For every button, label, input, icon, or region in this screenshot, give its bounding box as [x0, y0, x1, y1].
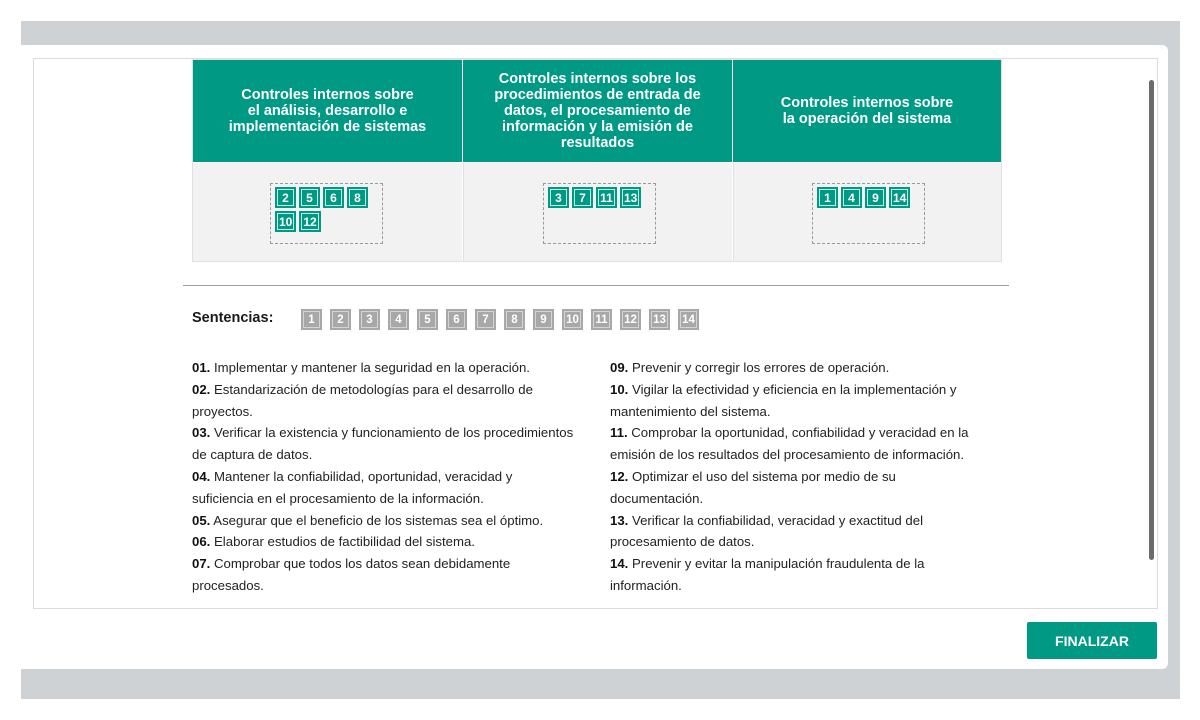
statement-number: 01. — [192, 360, 211, 375]
statement-item — [610, 553, 992, 597]
column-header: Controles internos sobre la operación del sistema — [733, 60, 1001, 162]
sentencias-label: Sentencias: — [192, 310, 274, 326]
statement-item — [192, 357, 574, 379]
statement-number: 14. — [610, 556, 629, 572]
statement-item — [192, 531, 574, 553]
statement-chip[interactable]: 5 — [417, 309, 438, 330]
drop-zone[interactable] — [543, 183, 656, 244]
statement-text: Optimizar el uso del sistema por medio de su documentación. — [610, 468, 896, 506]
placed-statement-chip[interactable]: 1 — [817, 187, 838, 208]
column-header: Controles internos sobre los procedimientos de entrada de datos, el procesamiento de información y la emisión de resultados — [463, 60, 732, 162]
statement-item — [610, 510, 992, 554]
statement-text: Asegurar que el beneficio de los sistemas sea el óptimo. — [210, 512, 544, 528]
sentencias-chip-bank — [301, 309, 699, 330]
placed-statement-chip[interactable]: 11 — [596, 187, 617, 208]
statement-item — [192, 510, 574, 532]
statement-number: 10. — [610, 381, 629, 397]
statement-item — [192, 553, 574, 597]
statement-number: 06. — [192, 534, 211, 550]
classification-table — [192, 59, 1002, 262]
placed-statement-chip[interactable]: 8 — [347, 187, 368, 208]
placed-statement-chip[interactable]: 13 — [620, 187, 641, 208]
statements-list-left — [192, 357, 574, 597]
drop-zone[interactable] — [812, 183, 925, 244]
statement-number: 12. — [610, 468, 629, 484]
statement-text: Prevenir y corregir los errores de operación. — [628, 360, 890, 375]
drop-zone[interactable] — [270, 183, 383, 244]
statement-number: 11. — [610, 425, 628, 441]
statement-number: 05. — [192, 512, 211, 528]
placed-statement-chip[interactable]: 10 — [275, 211, 296, 232]
statement-chip[interactable]: 6 — [446, 309, 467, 330]
finalizar-button[interactable]: FINALIZAR — [1027, 622, 1157, 659]
statement-chip[interactable]: 14 — [678, 309, 699, 330]
statement-item — [192, 379, 574, 423]
statement-item — [610, 422, 992, 466]
placed-statement-chip[interactable]: 3 — [548, 187, 569, 208]
statement-chip[interactable]: 11 — [591, 309, 612, 330]
placed-statement-chip[interactable]: 5 — [299, 187, 320, 208]
statement-chip[interactable]: 4 — [388, 309, 409, 330]
statement-number: 09. — [610, 360, 629, 375]
scrollbar[interactable] — [1149, 80, 1154, 560]
placed-statement-chip[interactable]: 4 — [841, 187, 862, 208]
statement-chip[interactable]: 12 — [620, 309, 641, 330]
statement-chip[interactable]: 1 — [301, 309, 322, 330]
statement-text: Vigilar la efectividad y eficiencia en la implementación y mantenimiento del sistema. — [610, 381, 957, 419]
statement-text: Prevenir y evitar la manipulación fraudulenta de la información. — [610, 556, 925, 593]
statement-number: 03. — [192, 425, 211, 441]
statements-list-right — [610, 357, 992, 597]
statement-text: Verificar la existencia y funcionamiento de los procedimientos de captura de datos. — [192, 425, 574, 463]
statement-text: Implementar y mantener la seguridad en la operación. — [210, 360, 530, 375]
statement-item — [192, 422, 574, 466]
column-system-operation — [732, 60, 1001, 261]
statement-chip[interactable]: 7 — [475, 309, 496, 330]
statement-text: Mantener la confiabilidad, oportunidad, veracidad y suficiencia en el procesamiento de la información. — [192, 468, 513, 506]
column-analysis-development — [193, 60, 462, 261]
placed-statement-chip[interactable]: 14 — [889, 187, 910, 208]
statement-chip[interactable]: 9 — [533, 309, 554, 330]
statement-text: Comprobar que todos los datos sean debidamente procesados. — [192, 556, 511, 593]
statement-text: Estandarización de metodologías para el desarrollo de proyectos. — [192, 381, 533, 419]
statement-number: 07. — [192, 556, 211, 572]
column-header: Controles internos sobre el análisis, desarrollo e implementación de sistemas — [193, 60, 462, 162]
placed-statement-chip[interactable]: 9 — [865, 187, 886, 208]
statement-chip[interactable]: 3 — [359, 309, 380, 330]
statement-text: Verificar la confiabilidad, veracidad y exactitud del procesamiento de datos. — [610, 512, 924, 550]
statement-item — [610, 466, 992, 510]
statement-item — [192, 466, 574, 510]
placed-statement-chip[interactable]: 7 — [572, 187, 593, 208]
statement-chip[interactable]: 8 — [504, 309, 525, 330]
statement-chip[interactable]: 13 — [649, 309, 670, 330]
activity-content — [33, 58, 1158, 609]
placed-statement-chip[interactable]: 12 — [299, 211, 320, 232]
statement-number: 13. — [610, 512, 629, 528]
statement-chip[interactable]: 10 — [562, 309, 583, 330]
statement-text: Elaborar estudios de factibilidad del sistema. — [210, 534, 475, 550]
divider — [183, 285, 1009, 286]
column-data-processing — [462, 60, 732, 261]
statement-item — [610, 379, 992, 423]
statement-text: Comprobar la oportunidad, confiabilidad y veracidad en la emisión de los resultados del procesamiento de información. — [610, 425, 969, 463]
statement-number: 04. — [192, 468, 211, 484]
placed-statement-chip[interactable]: 2 — [275, 187, 296, 208]
statement-chip[interactable]: 2 — [330, 309, 351, 330]
statement-item — [610, 357, 992, 379]
statement-number: 02. — [192, 381, 211, 397]
placed-statement-chip[interactable]: 6 — [323, 187, 344, 208]
